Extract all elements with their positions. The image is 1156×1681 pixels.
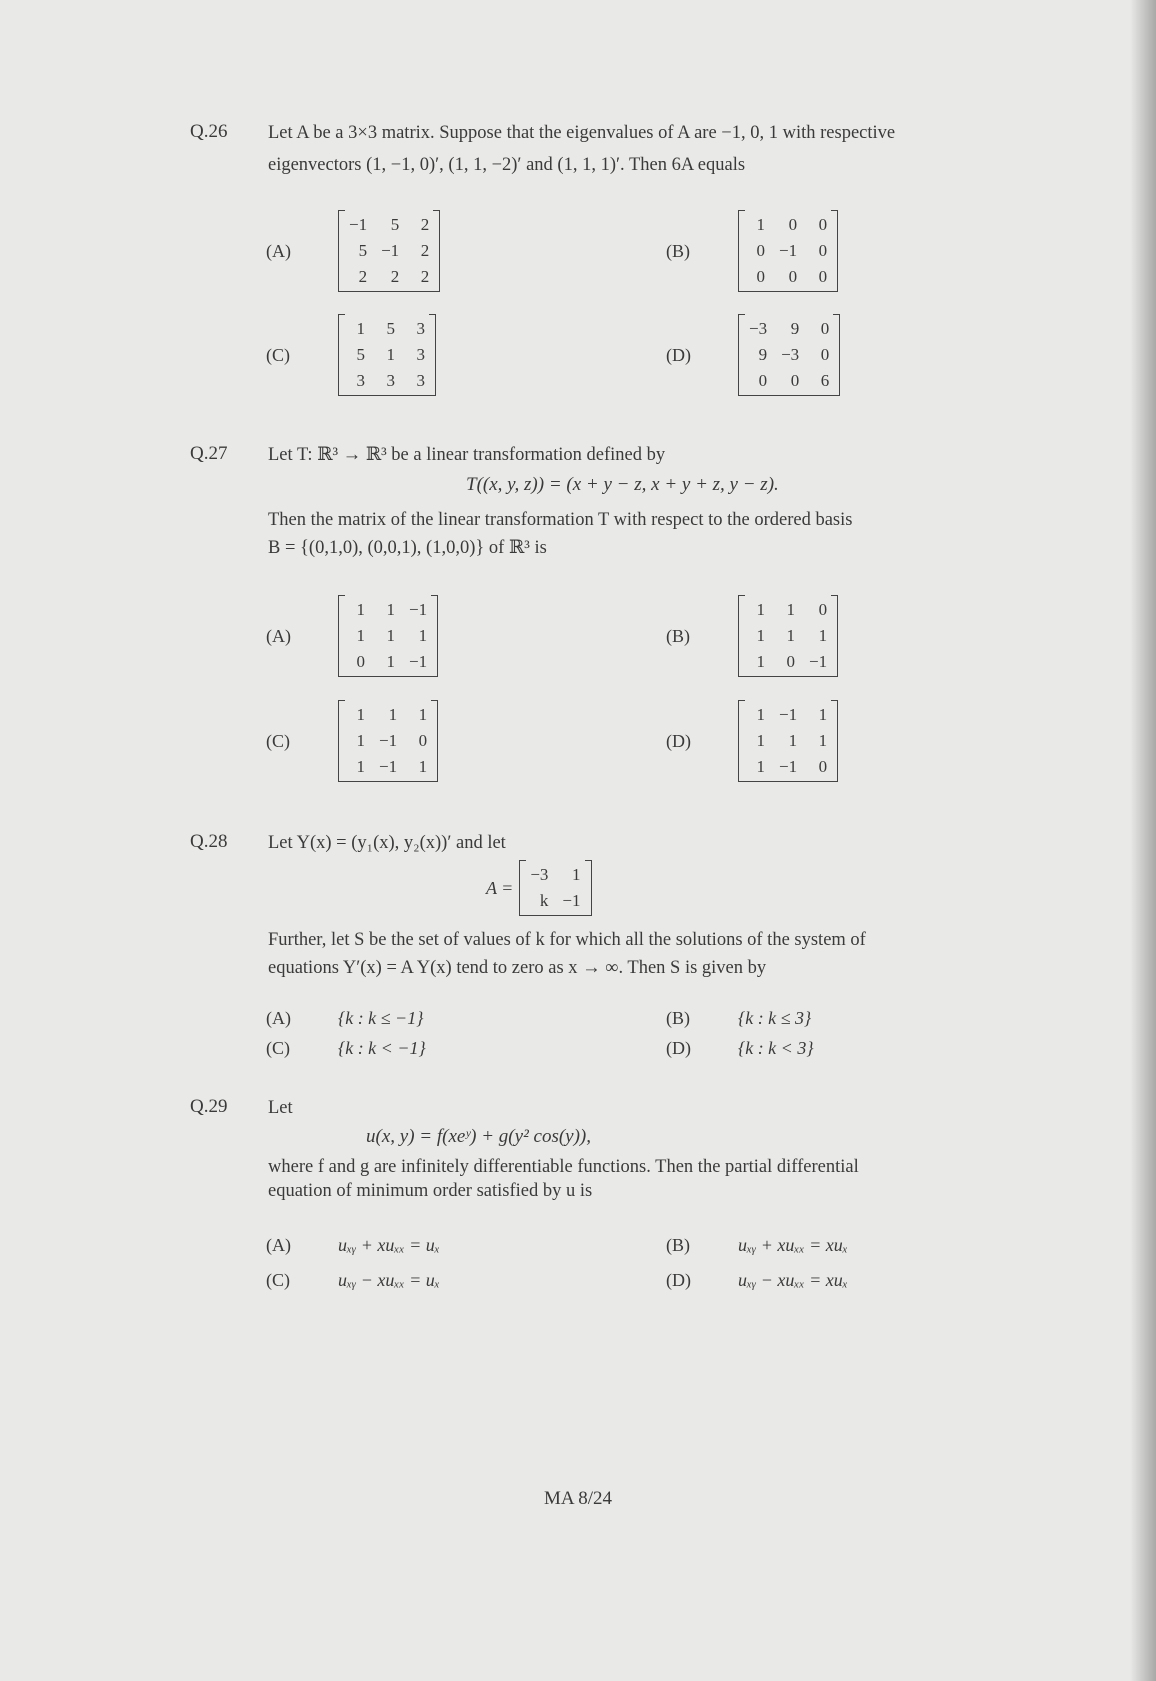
option-matrix <box>338 700 438 782</box>
matrix-entry: 0 <box>756 241 765 260</box>
matrix-entry: −1 <box>779 241 798 260</box>
matrix-entry: 1 <box>756 757 765 776</box>
matrix-entry: 2 <box>390 267 400 286</box>
matrix-entry: 0 <box>756 267 765 286</box>
option-label: (D) <box>666 344 691 365</box>
matrix-entry: 0 <box>818 267 828 286</box>
matrix-entry: 0 <box>790 371 800 390</box>
matrix-entry: 0 <box>820 345 830 364</box>
matrix-entry: 3 <box>356 371 365 390</box>
matrix-entry: 1 <box>388 705 398 724</box>
option-label: (A) <box>266 625 291 646</box>
matrix-entry: 2 <box>420 215 430 234</box>
matrix-entry: 9 <box>790 319 800 338</box>
option-matrix <box>338 595 438 677</box>
matrix-entry: 1 <box>756 626 765 645</box>
matrix-entry: 0 <box>820 319 830 338</box>
matrix-entry: 1 <box>818 731 828 750</box>
matrix-entry: −1 <box>379 757 398 776</box>
matrix-entry: 1 <box>786 600 795 619</box>
matrix-entry: 1 <box>756 215 765 234</box>
question-stem-line: B = {(0,1,0), (0,0,1), (1,0,0)} of ℝ³ is <box>268 538 547 558</box>
option-label: (B) <box>666 1235 690 1255</box>
matrix-entry: −3 <box>781 345 800 364</box>
option-text: {k : k ≤ 3} <box>738 1008 812 1028</box>
option-matrix <box>738 700 838 782</box>
option-text: {k : k < 3} <box>738 1038 814 1058</box>
option-label: (A) <box>266 1235 291 1255</box>
option-label: (A) <box>266 1008 291 1028</box>
option-label: (B) <box>666 625 690 646</box>
option-d[interactable] <box>666 1270 848 1291</box>
page-footer: MA 8/24 <box>543 1488 613 1509</box>
option-matrix <box>738 210 838 292</box>
matrix-entry: 1 <box>418 705 428 724</box>
question-number: Q.27 <box>190 443 228 464</box>
question-stem-line: where f and g are infinitely differentiable functions. Then the partial differential <box>268 1157 859 1177</box>
option-c[interactable] <box>266 700 438 782</box>
matrix-entry: 1 <box>356 705 365 724</box>
option-label: (C) <box>266 730 290 751</box>
question-number: Q.29 <box>190 1096 228 1117</box>
matrix-entry: 1 <box>756 600 765 619</box>
matrix-entry: 0 <box>818 600 828 619</box>
question-number: Q.28 <box>190 831 228 852</box>
matrix-entry: −3 <box>530 865 549 884</box>
matrix-entry: 1 <box>356 600 365 619</box>
option-b[interactable] <box>666 1008 811 1029</box>
matrix-entry: 1 <box>356 731 365 750</box>
matrix-entry: 1 <box>386 652 395 671</box>
question-stem-line: Let T: ℝ³ → ℝ³ be a linear transformation defined by <box>268 445 666 465</box>
matrix-label: A = <box>486 877 514 898</box>
matrix-entry: 1 <box>418 626 428 645</box>
page-edge-shadow <box>1130 0 1156 1681</box>
matrix-entry: −1 <box>409 600 428 619</box>
matrix-entry: 1 <box>356 626 365 645</box>
option-a[interactable] <box>266 1235 440 1256</box>
matrix-entry: 0 <box>818 215 828 234</box>
matrix-entry: 0 <box>818 241 828 260</box>
matrix-entry: 0 <box>818 757 828 776</box>
matrix-entry: −3 <box>749 319 768 338</box>
option-text: {k : k ≤ −1} <box>338 1008 424 1028</box>
option-matrix <box>338 210 440 292</box>
matrix-entry: 5 <box>358 241 368 260</box>
matrix-entry: 1 <box>386 626 395 645</box>
matrix-entry: 2 <box>358 267 368 286</box>
matrix-entry: −1 <box>562 891 581 910</box>
option-d[interactable] <box>666 314 840 396</box>
option-b[interactable] <box>666 210 838 292</box>
option-a[interactable] <box>266 210 440 292</box>
question-stem-line: Further, let S be the set of values of k for which all the solutions of the system of <box>268 930 866 950</box>
matrix-entry: 1 <box>386 600 395 619</box>
option-c[interactable] <box>266 1038 426 1059</box>
question-stem-line: Let Y(x) = (y₁(x), y₂(x))′ and let <box>268 833 506 853</box>
matrix-entry: 9 <box>758 345 768 364</box>
option-a[interactable] <box>266 595 438 677</box>
matrix-entry: 3 <box>416 371 425 390</box>
option-matrix <box>338 314 436 396</box>
option-label: (C) <box>266 1270 290 1290</box>
option-c[interactable] <box>266 314 436 396</box>
option-d[interactable] <box>666 700 838 782</box>
function-formula: u(x, y) = f(xeʸ) + g(y² cos(y)), <box>366 1126 592 1147</box>
matrix-entry: 1 <box>786 626 795 645</box>
matrix-entry: 1 <box>756 652 765 671</box>
option-label: (B) <box>666 1008 690 1028</box>
question-stem-line: equation of minimum order satisfied by u is <box>268 1181 593 1201</box>
option-b[interactable] <box>666 1235 848 1256</box>
matrix-entry: 0 <box>356 652 365 671</box>
matrix-entry: 2 <box>420 241 430 260</box>
option-a[interactable] <box>266 1008 423 1029</box>
matrix-entry: −1 <box>381 241 400 260</box>
matrix-entry: 1 <box>418 757 428 776</box>
option-text: {k : k < −1} <box>338 1038 426 1058</box>
matrix-entry: 1 <box>356 757 365 776</box>
question-stem-line: Let A be a 3×3 matrix. Suppose that the eigenvalues of A are −1, 0, 1 with respective <box>268 123 896 143</box>
matrix-entry: 0 <box>788 267 798 286</box>
option-label: (B) <box>666 240 690 261</box>
matrix-entry: 1 <box>756 705 765 724</box>
matrix-entry: 0 <box>758 371 768 390</box>
option-label: (D) <box>666 730 691 751</box>
matrix-entry: k <box>539 891 549 910</box>
matrix-entry: 1 <box>756 731 765 750</box>
matrix-entry: 1 <box>356 319 365 338</box>
matrix-entry: 1 <box>386 345 395 364</box>
option-label: (C) <box>266 344 290 365</box>
matrix-entry: −1 <box>779 705 798 724</box>
matrix-entry: 5 <box>390 215 400 234</box>
question-stem-line: eigenvectors (1, −1, 0)′, (1, 1, −2)′ and (1, 1, 1)′. Then 6A equals <box>268 155 746 175</box>
option-label: (D) <box>666 1270 691 1290</box>
question-stem-line: Let <box>268 1098 293 1118</box>
option-matrix <box>738 595 838 677</box>
option-text: uₓᵧ − xuₓₓ = uₓ <box>338 1270 440 1290</box>
matrix-entry: 6 <box>820 371 830 390</box>
matrix-entry: −1 <box>779 757 798 776</box>
option-text: uₓᵧ + xuₓₓ = xuₓ <box>738 1235 848 1255</box>
matrix-entry: −1 <box>379 731 398 750</box>
matrix-entry: −1 <box>409 652 428 671</box>
matrix-entry: 3 <box>416 319 425 338</box>
option-label: (A) <box>266 240 291 261</box>
option-text: uₓᵧ + xuₓₓ = uₓ <box>338 1235 440 1255</box>
matrix-entry: 0 <box>418 731 428 750</box>
option-label: (C) <box>266 1038 290 1058</box>
question-number: Q.26 <box>190 121 228 142</box>
matrix-entry: 2 <box>420 267 430 286</box>
matrix-entry: 0 <box>786 652 795 671</box>
matrix-entry: 5 <box>386 319 395 338</box>
matrix-entry: 5 <box>356 345 365 364</box>
matrix-a-definition <box>486 860 592 916</box>
question-stem-line: Then the matrix of the linear transformation T with respect to the ordered basis <box>268 510 853 530</box>
matrix-entry: 1 <box>818 705 828 724</box>
option-d[interactable] <box>666 1038 814 1059</box>
option-text: uₓᵧ − xuₓₓ = xuₓ <box>738 1270 848 1290</box>
question-stem-line: equations Y′(x) = A Y(x) tend to zero as x → ∞. Then S is given by <box>268 958 767 978</box>
option-matrix <box>738 314 840 396</box>
matrix-entry: 1 <box>788 731 798 750</box>
matrix-entry: 1 <box>818 626 828 645</box>
option-label: (D) <box>666 1038 691 1058</box>
matrix-entry: −1 <box>349 215 368 234</box>
matrix-entry: 3 <box>416 345 425 364</box>
transformation-formula: T((x, y, z)) = (x + y − z, x + y + z, y − z). <box>466 474 779 495</box>
matrix-entry: 1 <box>572 865 581 884</box>
option-b[interactable] <box>666 595 838 677</box>
matrix-entry: 0 <box>788 215 798 234</box>
matrix-entry: −1 <box>809 652 828 671</box>
option-c[interactable] <box>266 1270 440 1291</box>
matrix-a <box>519 860 591 916</box>
matrix-entry: 3 <box>386 371 395 390</box>
